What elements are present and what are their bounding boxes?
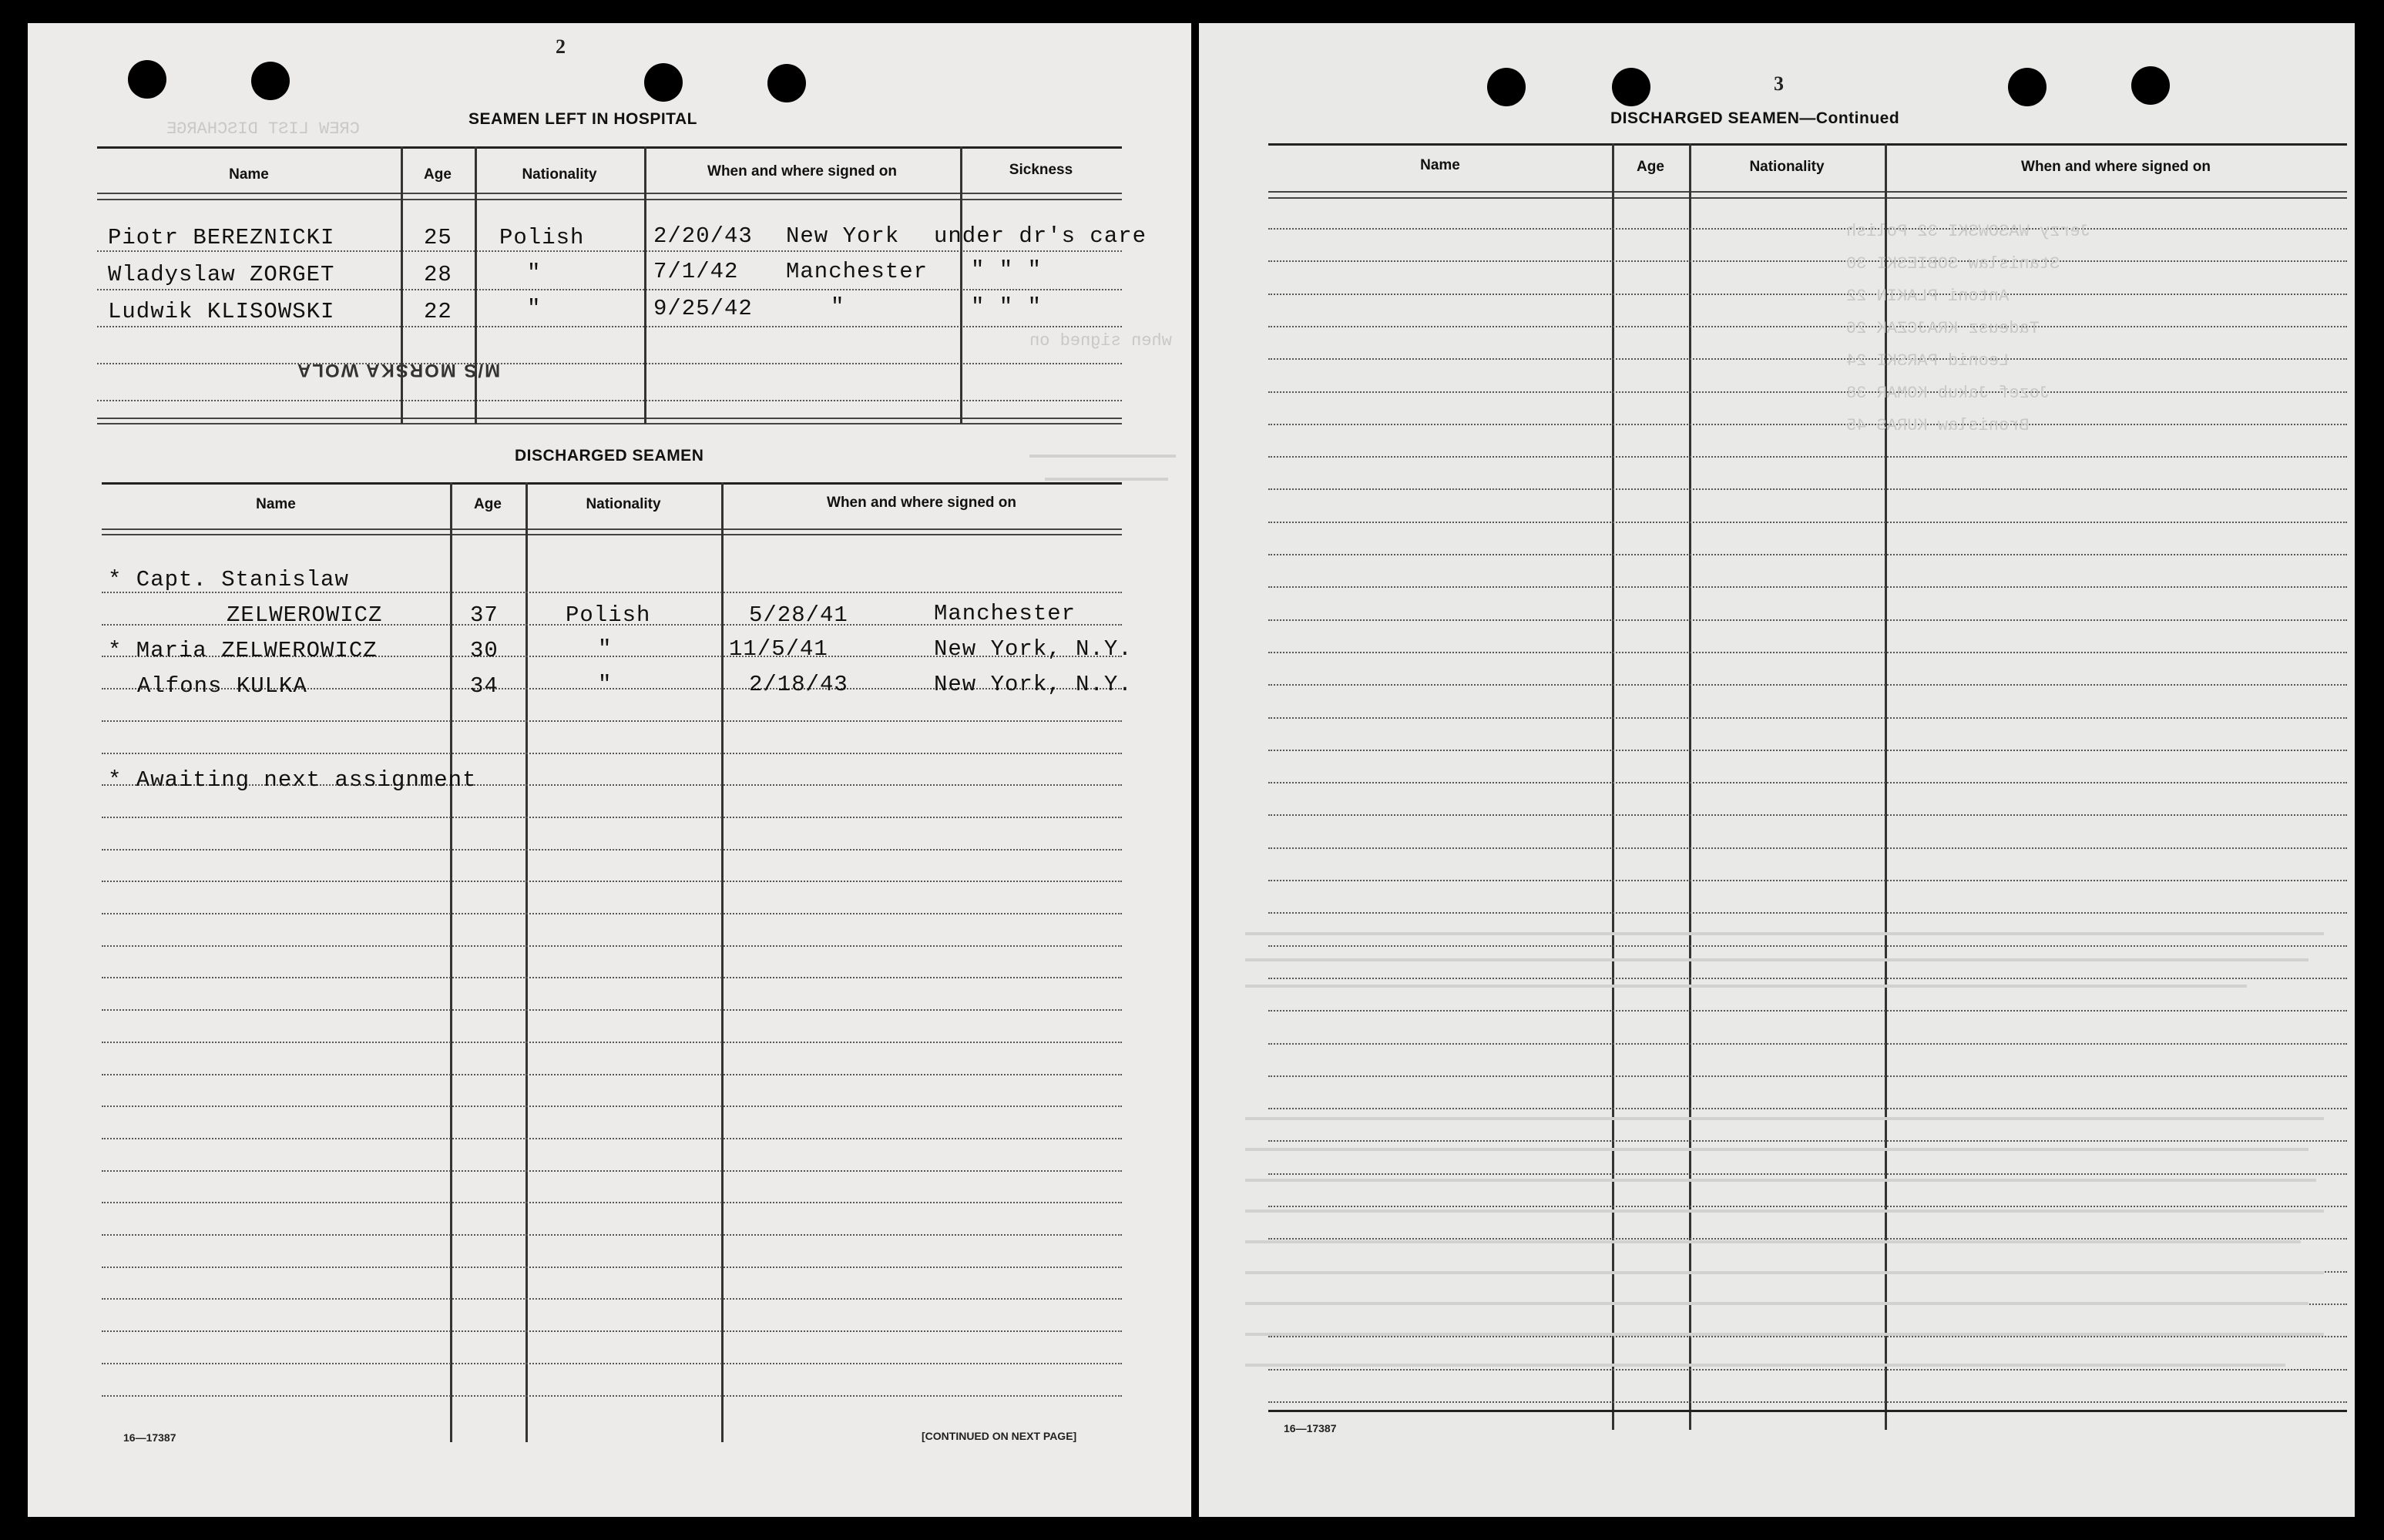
ruled-line — [1268, 880, 2347, 881]
ruled-line — [1268, 1108, 2347, 1109]
discharged-row-name: Alfons KULKA — [137, 673, 307, 699]
continued-note: [CONTINUED ON NEXT PAGE] — [922, 1430, 1077, 1442]
ruled-line — [1268, 1140, 2347, 1142]
ruled-line — [1268, 554, 2347, 555]
hospital-row-name: Wladyslaw ZORGET — [108, 262, 335, 287]
discharged-row-date: 5/28/41 — [749, 602, 848, 628]
ruled-line — [1268, 1173, 2347, 1175]
hospital-row-date: 7/1/42 — [653, 259, 739, 284]
ruled-line — [102, 945, 1122, 947]
discharged-row-nationality: Polish — [566, 602, 651, 628]
ruled-line — [1268, 1075, 2347, 1077]
ruled-line — [102, 1170, 1122, 1172]
ruled-line — [1268, 1043, 2347, 1045]
discharged-row-date: 11/5/41 — [729, 636, 828, 662]
ruled-line — [1268, 228, 2347, 230]
page-number: 3 — [1774, 72, 1784, 95]
discharged-row-age: 37 — [470, 602, 499, 628]
ruled-line — [1268, 1336, 2347, 1337]
discharged-row-nationality: " — [598, 672, 613, 697]
ruled-line — [102, 1330, 1122, 1332]
continued-header-name: Name — [1420, 157, 1460, 173]
left-page: CREW LIST DISCHARGE when signed on 2 SEAMEN LEFT IN HOSPITAL Name Age Nationality When and where signed on Sickness Piotr BEREZNICKI 25 Polish 2/20/43 New York under dr's care Wladyslaw ZORGET 28 " 7/1/42 Manchester " " " Ludwik KLISOWSKI 22 " 9/25/42 " " " " M/S MORSKA WOLA DISCHARGED SEAMEN Name Age Nationality When and where signed on * Capt. Stanislaw ZELWEROWICZ 37 Polish 5/28/41 Manchester * Maria ZELWEROWICZ 30 " 11/5/41 New York, N.Y. Alfons KULKA 34 " 2/18/43 New York, N.Y. * Awaiting next assignment 16—17387 [CONTINUED ON NEXT PAGE] — [28, 23, 1191, 1517]
ruled-line — [1268, 684, 2347, 686]
discharged-continued-title: DISCHARGED SEAMEN—Continued — [1610, 109, 1900, 127]
ruled-line — [1268, 294, 2347, 295]
ruled-line — [1268, 1369, 2347, 1371]
hospital-row-name: Piotr BEREZNICKI — [108, 225, 335, 250]
ruled-line — [102, 1298, 1122, 1300]
ruled-line — [102, 977, 1122, 978]
discharged-row-nationality: " — [598, 636, 613, 662]
discharged-row-age: 30 — [470, 638, 499, 663]
discharged-row-date: 2/18/43 — [749, 672, 848, 697]
ruled-line — [1268, 814, 2347, 816]
hospital-row-place: " — [831, 294, 845, 320]
hospital-header-age: Age — [424, 166, 452, 183]
discharged-row-place: New York, N.Y. — [934, 672, 1133, 697]
hospital-row-sickness: under dr's care — [934, 223, 1147, 249]
ruled-line — [1268, 782, 2347, 783]
continued-header-age: Age — [1637, 159, 1664, 175]
hospital-header-signed-on: When and where signed on — [707, 163, 897, 179]
punch-hole — [1612, 68, 1650, 106]
punch-hole — [767, 64, 806, 102]
ruled-line — [102, 1202, 1122, 1203]
ruled-line — [102, 1074, 1122, 1075]
ruled-line — [1268, 619, 2347, 621]
ruled-line — [102, 1395, 1122, 1397]
ship-stamp: M/S MORSKA WOLA — [296, 360, 501, 381]
ruled-line — [1268, 522, 2347, 523]
punch-hole — [2131, 66, 2170, 105]
ruled-line — [1268, 945, 2347, 947]
punch-hole — [1487, 68, 1526, 106]
hospital-header-nationality: Nationality — [522, 166, 597, 183]
ruled-line — [1268, 1206, 2347, 1207]
hospital-row-date: 2/20/43 — [653, 223, 753, 249]
hospital-header-sickness: Sickness — [1009, 162, 1073, 178]
hospital-row-nationality: " — [527, 260, 542, 286]
ruled-line — [102, 1363, 1122, 1364]
hospital-header-name: Name — [229, 166, 269, 183]
continued-header-signed-on: When and where signed on — [2021, 159, 2211, 175]
ruled-line — [1268, 326, 2347, 327]
ruled-line — [102, 1138, 1122, 1139]
ruled-line — [1268, 456, 2347, 458]
ruled-line — [1268, 1238, 2347, 1240]
punch-hole — [644, 63, 683, 102]
ruled-line — [102, 1234, 1122, 1236]
discharged-header-signed-on: When and where signed on — [827, 495, 1016, 511]
ruled-line — [1268, 1401, 2347, 1403]
ruled-line — [1268, 358, 2347, 360]
continued-header-nationality: Nationality — [1749, 159, 1825, 175]
ruled-line — [1268, 912, 2347, 914]
form-number: 16—17387 — [123, 1431, 176, 1444]
ruled-line — [1268, 260, 2347, 262]
hospital-row-sickness: " " " — [971, 257, 1043, 283]
discharged-row-name: * Capt. Stanislaw — [108, 567, 349, 592]
form-number: 16—17387 — [1284, 1422, 1337, 1434]
discharged-section-title: DISCHARGED SEAMEN — [515, 447, 704, 465]
hospital-row-place: Manchester — [786, 259, 928, 284]
hospital-row-age: 25 — [424, 225, 452, 250]
hospital-row-sickness: " " " — [971, 294, 1043, 320]
ruled-line — [1268, 1010, 2347, 1012]
discharged-header-age: Age — [474, 496, 502, 512]
hospital-row-age: 22 — [424, 299, 452, 324]
footnote: * Awaiting next assignment — [108, 767, 477, 793]
discharged-row-place: Manchester — [934, 601, 1076, 626]
hospital-row-age: 28 — [424, 262, 452, 287]
hospital-row-date: 9/25/42 — [653, 296, 753, 321]
ruled-line — [1268, 391, 2347, 393]
ruled-line — [102, 753, 1122, 754]
punch-hole — [128, 60, 166, 99]
discharged-header-name: Name — [256, 496, 296, 512]
hospital-row-name: Ludwik KLISOWSKI — [108, 299, 335, 324]
discharged-header-nationality: Nationality — [586, 496, 661, 512]
discharged-row-age: 34 — [470, 673, 499, 699]
ruled-line — [1268, 978, 2347, 979]
punch-hole — [2008, 68, 2047, 106]
ruled-line — [1268, 488, 2347, 490]
ruled-line — [102, 1009, 1122, 1011]
ruled-line — [102, 1106, 1122, 1107]
ruled-line — [102, 720, 1122, 722]
right-page: 3 DISCHARGED SEAMEN—Continued Name Age Nationality When and where signed on Jerzy WASOWSKI 32 Polish Stanislaw SOBIESKI 30 Antoni PLAKIN 22 Tadeusz KRAJCZAK 26 Leonid PARSKI 24 Jozef Jakub KOMAR 38 Bronislaw KURAS 45 16—17387 — [1199, 23, 2355, 1517]
hospital-section-title: SEAMEN LEFT IN HOSPITAL — [468, 110, 697, 128]
ruled-line — [1268, 847, 2347, 849]
ruled-line — [1268, 586, 2347, 588]
hospital-row-place: New York — [786, 223, 900, 249]
ruled-line — [1268, 717, 2347, 719]
ruled-line — [102, 881, 1122, 882]
ruled-line — [102, 849, 1122, 851]
ruled-line — [1268, 652, 2347, 653]
discharged-row-name: ZELWEROWICZ — [227, 602, 383, 628]
ruled-line — [102, 1267, 1122, 1268]
ruled-line — [1268, 424, 2347, 425]
ruled-line — [102, 817, 1122, 818]
page-number: 2 — [556, 35, 566, 58]
discharged-row-place: New York, N.Y. — [934, 636, 1133, 662]
discharged-row-name: * Maria ZELWEROWICZ — [108, 638, 378, 663]
hospital-row-nationality: Polish — [499, 225, 585, 250]
hospital-row-nationality: " — [527, 296, 542, 321]
ruled-line — [102, 1042, 1122, 1043]
ruled-line — [1268, 750, 2347, 751]
ruled-line — [102, 913, 1122, 914]
punch-hole — [251, 62, 290, 100]
